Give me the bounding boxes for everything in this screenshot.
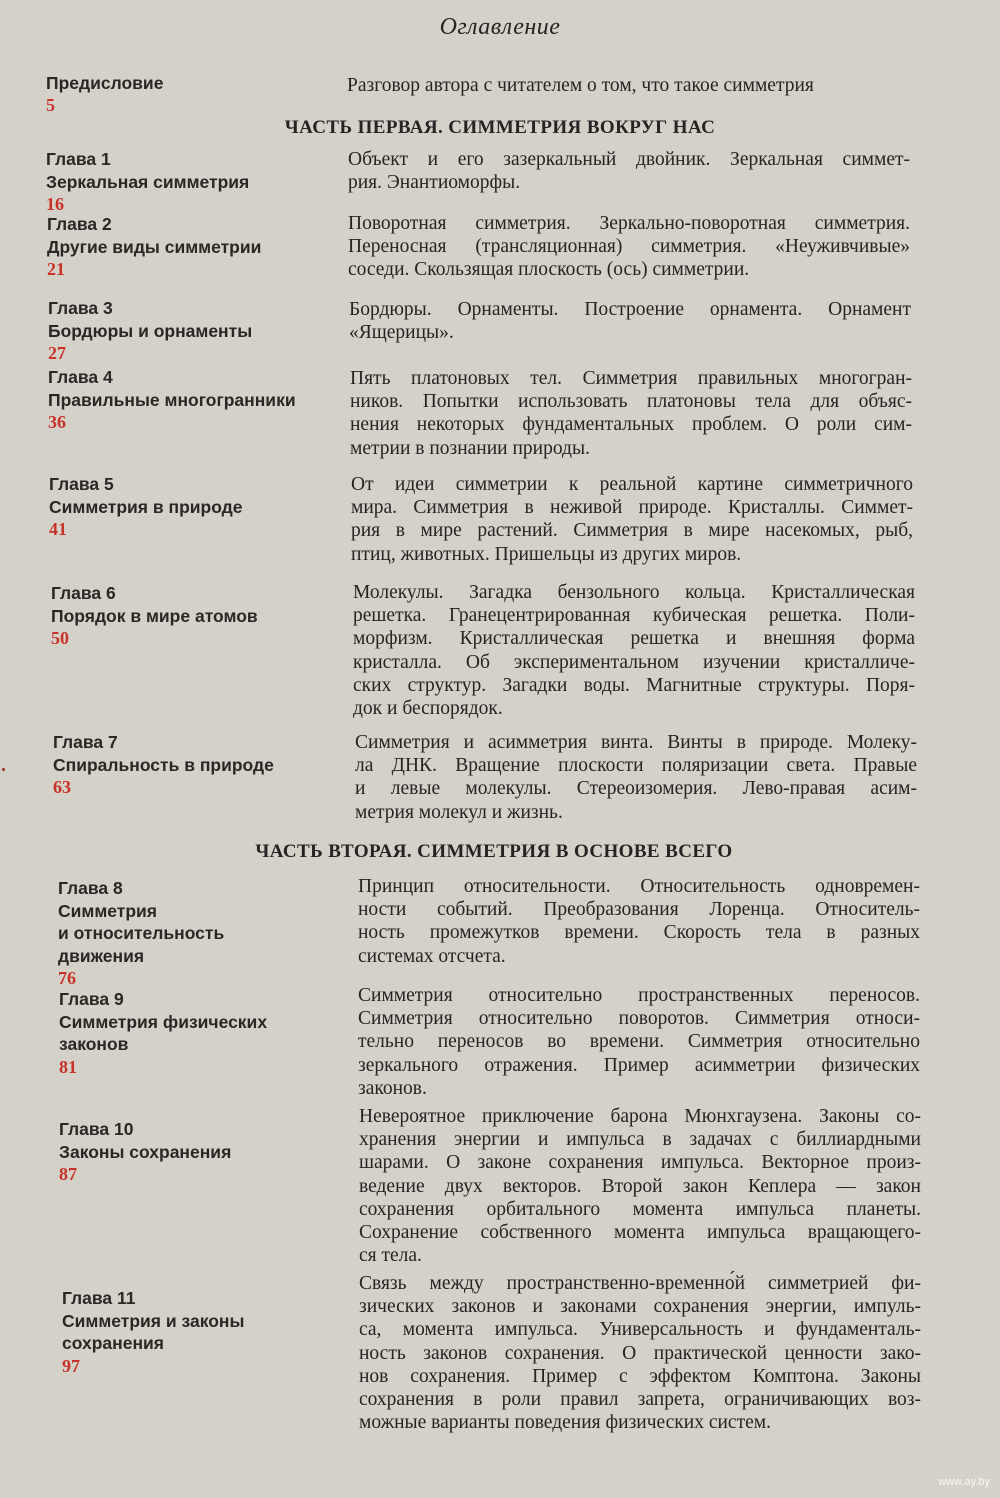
description-line: Связь между пространственно-временно́й симметрией фи- xyxy=(359,1273,921,1294)
chapter-title-line: законов xyxy=(59,1034,129,1054)
page-number: 81 xyxy=(59,1056,77,1077)
description-line: ность законов сохранения. О практической ценности зако- xyxy=(359,1342,921,1364)
chapter-number: Глава 3 xyxy=(48,298,113,318)
chapter-title: Бордюры и орнаменты xyxy=(48,320,253,341)
chapter-number: Глава 2 xyxy=(47,214,112,234)
description-line: ности событий. Преобразования Лоренца. Относитель- xyxy=(358,899,920,921)
description-line: можные варианты поведения физических систем. xyxy=(359,1412,771,1434)
chapter-number: Глава 1 xyxy=(46,149,111,169)
description-line: док и беспорядок. xyxy=(353,698,503,720)
description-line: метрии в познании природы. xyxy=(350,437,590,459)
description-line: Симметрия и асимметрия винта. Винты в природе. Молеку- xyxy=(355,732,917,753)
part-heading-2: ЧАСТЬ ВТОРАЯ. СИММЕТРИЯ В ОСНОВЕ ВСЕГО xyxy=(255,841,733,862)
description-line: «Ящерицы». xyxy=(349,322,454,344)
description-line: Невероятное приключение барона Мюнхгаузена. Законы со- xyxy=(359,1106,921,1127)
description-line: ведение двух векторов. Второй закон Кеплера — закон xyxy=(359,1175,921,1197)
chapter-title-line: Симметрия xyxy=(58,900,158,921)
chapter-title-line: сохранения xyxy=(62,1333,164,1353)
description-line: законов. xyxy=(358,1077,427,1099)
description-line: метрия молекул и жизнь. xyxy=(355,801,563,823)
ink-mark xyxy=(2,768,5,771)
description-line: системах отсчета. xyxy=(358,945,506,967)
chapter-title: Законы сохранения xyxy=(59,1141,232,1162)
description-line: морфизм. Кристаллическая решетка и внешняя форма xyxy=(353,628,915,650)
page-number: 63 xyxy=(53,777,71,797)
description-line: птиц, животных. Пришельцы из других миров. xyxy=(351,543,742,565)
description-line: ских структур. Загадки воды. Магнитные структуры. Поря- xyxy=(353,674,915,696)
description-line: са, момента импульса. Универсальность и фундаменталь- xyxy=(359,1319,921,1341)
chapter-number: Глава 9 xyxy=(59,989,124,1009)
description-line: Сохранение собственного момента импульса вращающего- xyxy=(359,1222,921,1244)
page-number: 76 xyxy=(58,968,76,988)
description-line: хранения энергии и импульса в задачах с биллиардными xyxy=(359,1129,921,1151)
chapter-number: Глава 8 xyxy=(58,878,123,898)
description-line: От идеи симметрии к реальной картине симметричного xyxy=(351,474,913,495)
description-line: Симметрия относительно пространственных переносов. xyxy=(358,985,920,1006)
entry-label: Предисловие xyxy=(46,73,164,93)
description-line: сохранения в роли правил запрета, ограничивающих воз- xyxy=(359,1389,921,1411)
page-number: 27 xyxy=(48,343,66,363)
description-line: ла ДНК. Вращение плоскости поляризации света. Правые xyxy=(355,755,917,777)
description-line: Симметрия относительно поворотов. Симметрия относи- xyxy=(358,1008,920,1030)
description-line: Принцип относительности. Относительность одновремен- xyxy=(358,876,920,897)
chapter-title-line: Симметрия физических xyxy=(59,1011,268,1032)
watermark: www.ay.by xyxy=(938,1476,990,1488)
description-line: сохранения орбитального момента импульса планеты. xyxy=(359,1198,921,1220)
description-line: рия в мире растений. Симметрия в мире насекомых, рыб, xyxy=(351,520,913,542)
chapter-title: Порядок в мире атомов xyxy=(51,605,258,626)
chapter-title: Симметрия в природе xyxy=(49,496,243,517)
description-line: зических законов и законами сохранения энергии, импуль- xyxy=(359,1296,921,1318)
chapter-number: Глава 4 xyxy=(48,367,113,387)
chapter-title: Другие виды симметрии xyxy=(47,236,262,257)
description-line: рия. Энантиоморфы. xyxy=(348,172,521,194)
chapter-number: Глава 11 xyxy=(62,1288,136,1308)
description-line: Переносная (трансляционная) симметрия. «Неуживчивые» xyxy=(348,236,910,258)
page-number: 97 xyxy=(62,1355,80,1376)
description-line: соседи. Скользящая плоскость (ось) симметрии. xyxy=(348,259,750,281)
page-number: 5 xyxy=(46,94,55,115)
entry-description: Разговор автора с читателем о том, что такое симметрия xyxy=(347,75,814,96)
chapter-title: Спиральность в природе xyxy=(53,754,274,775)
page-number: 50 xyxy=(51,628,69,648)
chapter-number: Глава 5 xyxy=(49,474,114,494)
chapter-title-line: движения xyxy=(58,945,145,966)
description-line: Пять платоновых тел. Симметрия правильных многогран- xyxy=(350,368,912,389)
chapter-title: Правильные многогранники xyxy=(48,389,296,410)
description-line: ность промежутков времени. Скорость тела в разных xyxy=(358,922,920,944)
description-line: зеркального отражения. Пример асимметрии физических xyxy=(358,1054,920,1076)
chapter-title: Зеркальная симметрия xyxy=(46,171,250,192)
chapter-number: Глава 6 xyxy=(51,583,116,603)
description-line: мира. Симметрия в неживой природе. Кристаллы. Симмет- xyxy=(351,497,913,519)
page-number: 41 xyxy=(49,519,67,539)
description-line: тельно переносов во времени. Симметрия относительно xyxy=(358,1031,920,1053)
description-line: решетка. Гранецентрированная кубическая решетка. Поли- xyxy=(353,605,915,627)
description-line: Бордюры. Орнаменты. Построение орнамента. Орнамент xyxy=(349,299,911,320)
chapter-number: Глава 7 xyxy=(53,732,118,752)
chapter-title-line: и относительность xyxy=(58,923,225,943)
part-heading-1: ЧАСТЬ ПЕРВАЯ. СИММЕТРИЯ ВОКРУГ НАС xyxy=(284,117,716,138)
page-number: 87 xyxy=(59,1164,77,1184)
page-number: 36 xyxy=(48,412,66,432)
page-number: 21 xyxy=(47,259,65,279)
page-number: 16 xyxy=(46,194,64,214)
description-line: нения некоторых фундаментальных проблем. О роли сим- xyxy=(350,414,912,436)
description-line: ся тела. xyxy=(359,1245,422,1267)
description-line: и левые молекулы. Стереоизомерия. Лево-правая асим- xyxy=(355,778,917,800)
description-line: Объект и его зазеркальный двойник. Зеркальная симмет- xyxy=(348,149,910,170)
description-line: Молекулы. Загадка бензольного кольца. Кристаллическая xyxy=(353,582,915,603)
page-title: Оглавление xyxy=(439,14,561,40)
chapter-title-line: Симметрия и законы xyxy=(62,1310,245,1331)
description-line: кристалла. Об экспериментальном изучении кристалличе- xyxy=(353,651,915,673)
description-line: нов сохранения. Пример с эффектом Комптона. Законы xyxy=(359,1365,921,1387)
chapter-number: Глава 10 xyxy=(59,1119,134,1139)
description-line: Поворотная симметрия. Зеркально-поворотная симметрия. xyxy=(348,213,910,234)
description-line: шарами. О законе сохранения импульса. Векторное произ- xyxy=(359,1152,921,1174)
description-line: ников. Попытки использовать платоновы тела для объяс- xyxy=(350,391,912,413)
